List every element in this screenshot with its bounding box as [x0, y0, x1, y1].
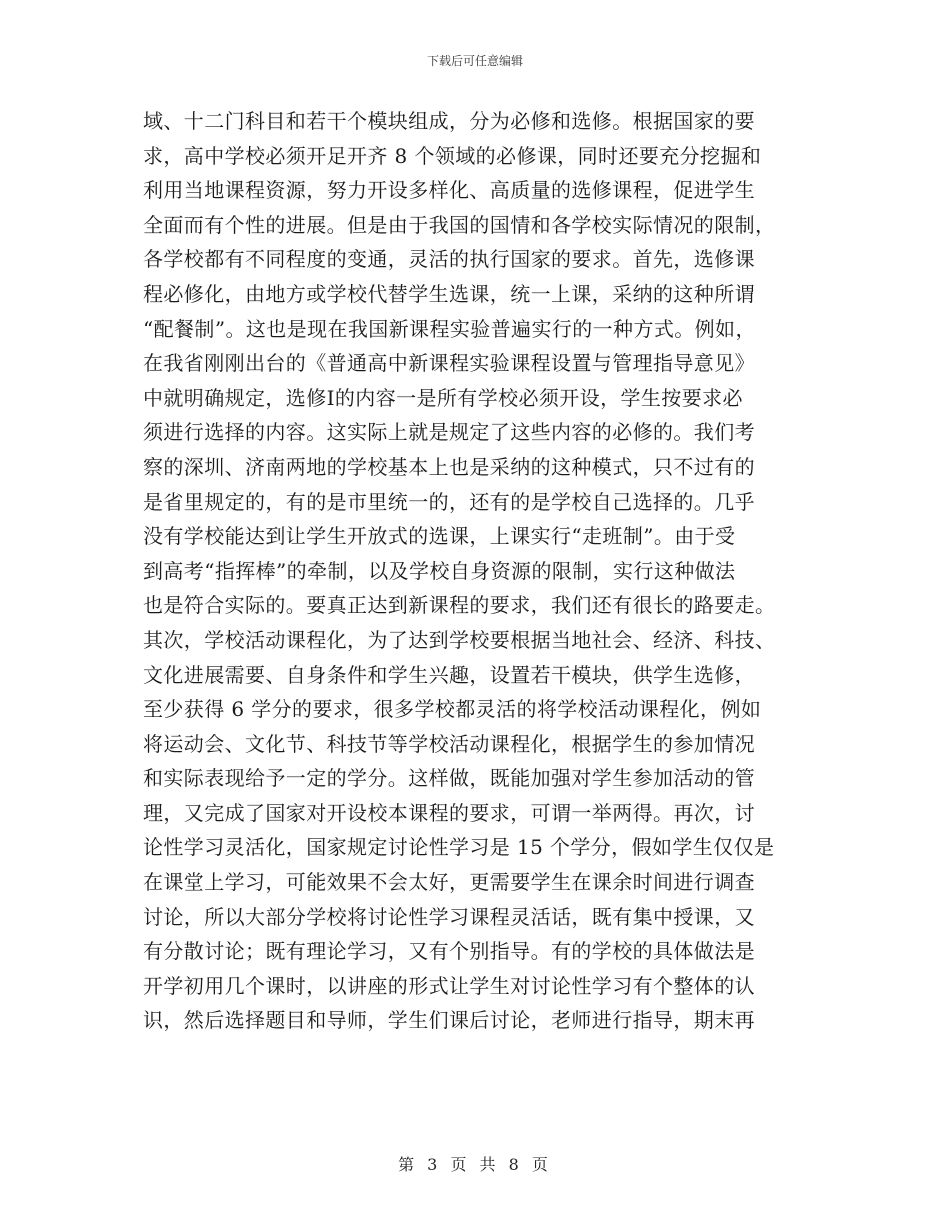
text-line: 是省里规定的，有的是市里统一的，还有的是学校自己选择的。几乎: [143, 489, 755, 514]
text-line: 利用当地课程资源，努力开设多样化、高质量的选修课程，促进学生: [143, 178, 755, 203]
text-line: 和实际表现给予一定的学分。这样做，既能加强对学生参加活动的管: [143, 766, 755, 791]
text-line: 求，高中学校必须开足开齐 8 个领域的必修课，同时还要充分挖掘和: [143, 143, 762, 168]
text-line: 察的深圳、济南两地的学校基本上也是采纳的这种模式，只不过有的: [143, 454, 755, 479]
text-line: 到高考“指挥棒”的牵制，以及学校自身资源的限制，实行这种做法: [143, 558, 736, 583]
text-line: 须进行选择的内容。这实际上就是规定了这些内容的必修的。我们考: [143, 420, 755, 445]
text-line: 开学初用几个课时，以讲座的形式让学生对讨论性学习有个整体的认: [143, 973, 755, 998]
text-line: 没有学校能达到让学生开放式的选课，上课实行“走班制”。由于受: [143, 524, 736, 549]
text-line: 将运动会、文化节、科技节等学校活动课程化，根据学生的参加情况: [143, 731, 755, 756]
text-line: 在我省刚刚出台的《普通高中新课程实验课程设置与管理指导意见》: [143, 351, 755, 376]
text-line: 也是符合实际的。要真正达到新课程的要求，我们还有很长的路要走。: [143, 593, 776, 618]
text-line: 中就明确规定，选修Ⅰ的内容一是所有学校必须开设，学生按要求必: [143, 385, 743, 410]
text-line: 全面而有个性的进展。但是由于我国的国情和各学校实际情况的限制，: [143, 212, 776, 237]
text-line: 域、十二门科目和若干个模块组成，分为必修和选修。根据国家的要: [143, 109, 755, 133]
text-line: 文化进展需要、自身条件和学生兴趣，设置若干模块，供学生选修，: [143, 662, 755, 687]
text-line: 讨论，所以大部分学校将讨论性学习课程灵活话，既有集中授课，又: [143, 904, 755, 929]
page-number: 第 3 页 共 8 页: [398, 1155, 552, 1174]
body-text: [143, 104, 807, 1038]
text-line: 理，又完成了国家对开设校本课程的要求，可谓一举两得。再次，讨: [143, 800, 755, 825]
text-line: 至少获得 6 学分的要求，很多学校都灵活的将学校活动课程化，例如: [143, 697, 762, 722]
text-line: “配餐制”。这也是现在我国新课程实验普遍实行的一种方式。例如，: [143, 316, 756, 341]
text-line: 识，然后选择题目和导师，学生们课后讨论，老师进行指导，期末再: [143, 1008, 755, 1033]
text-line: 其次，学校活动课程化，为了达到学校要根据当地社会、经济、科技、: [143, 627, 776, 652]
text-line: 在课堂上学习，可能效果不会太好，更需要学生在课余时间进行调查: [143, 870, 755, 895]
text-line: 各学校都有不同程度的变通，灵活的执行国家的要求。首先，选修课: [143, 247, 755, 272]
text-line: 论性学习灵活化，国家规定讨论性学习是 15 个学分，假如学生仅仅是: [143, 835, 775, 860]
page-header-note: 下载后可任意编辑: [426, 54, 523, 68]
text-line: 有分散讨论；既有理论学习，又有个别指导。有的学校的具体做法是: [143, 939, 755, 964]
text-line: 程必修化，由地方或学校代替学生选课，统一上课，采纳的这种所谓: [143, 281, 755, 306]
